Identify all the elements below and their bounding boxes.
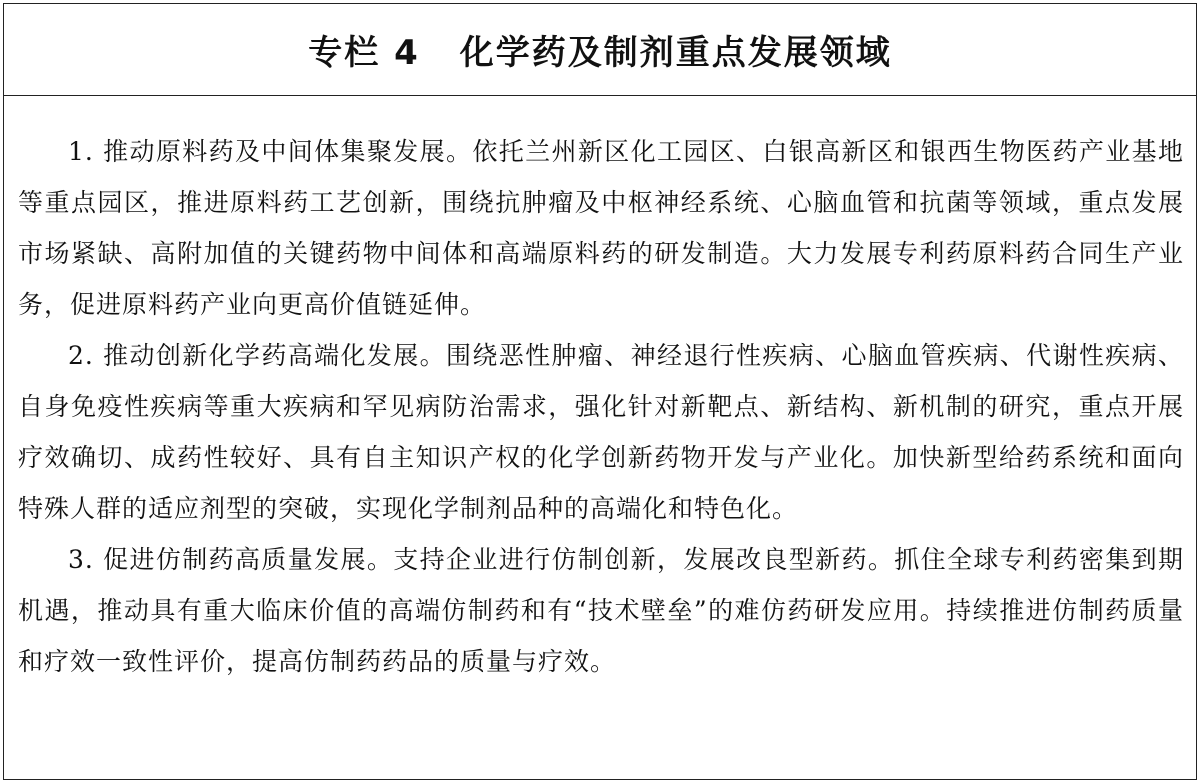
box-label: 专栏 4: [308, 33, 420, 73]
box-title: 化学药及制剂重点发展领域: [459, 33, 892, 73]
feature-box: [3, 3, 1197, 780]
box-content: [4, 96, 1196, 687]
paragraph-1: [18, 126, 1184, 330]
paragraph-body: 依托兰州新区化工园区、白银高新区和银西生物医药产业基地等重点园区，推进原料药工艺创新，围绕抗肿瘤及中枢神经系统、心脑血管和抗菌等领域，重点发展市场紧缺、高附加值的关键药物中间体和高端原料药的研发制造。大力发展专利药原料药合同生产业务，促进原料药产业向更高价值链延伸。: [18, 137, 1184, 319]
box-header: [4, 4, 1196, 96]
paragraph-lead: 2. 推动创新化学药高端化发展。: [68, 341, 446, 370]
paragraph-lead: 3. 促进仿制药高质量发展。: [68, 545, 394, 574]
paragraph-3: [18, 534, 1184, 687]
paragraph-lead: 1. 推动原料药及中间体集聚发展。: [68, 137, 473, 166]
paragraph-2: [18, 330, 1184, 534]
paragraph-body: 围绕恶性肿瘤、神经退行性疾病、心脑血管疾病、代谢性疾病、自身免疫性疾病等重大疾病和罕见病防治需求，强化针对新靶点、新结构、新机制的研究，重点开展疗效确切、成药性较好、具有自主知识产权的化学创新药物开发与产业化。加快新型给药系统和面向特殊人群的适应剂型的突破，实现化学制剂品种的高端化和特色化。: [18, 341, 1184, 523]
paragraph-body: 支持企业进行仿制创新，发展改良型新药。抓住全球专利药密集到期机遇，推动具有重大临床价值的高端仿制药和有“技术壁垒”的难仿药研发应用。持续推进仿制药质量和疗效一致性评价，提高仿制药药品的质量与疗效。: [18, 545, 1184, 676]
